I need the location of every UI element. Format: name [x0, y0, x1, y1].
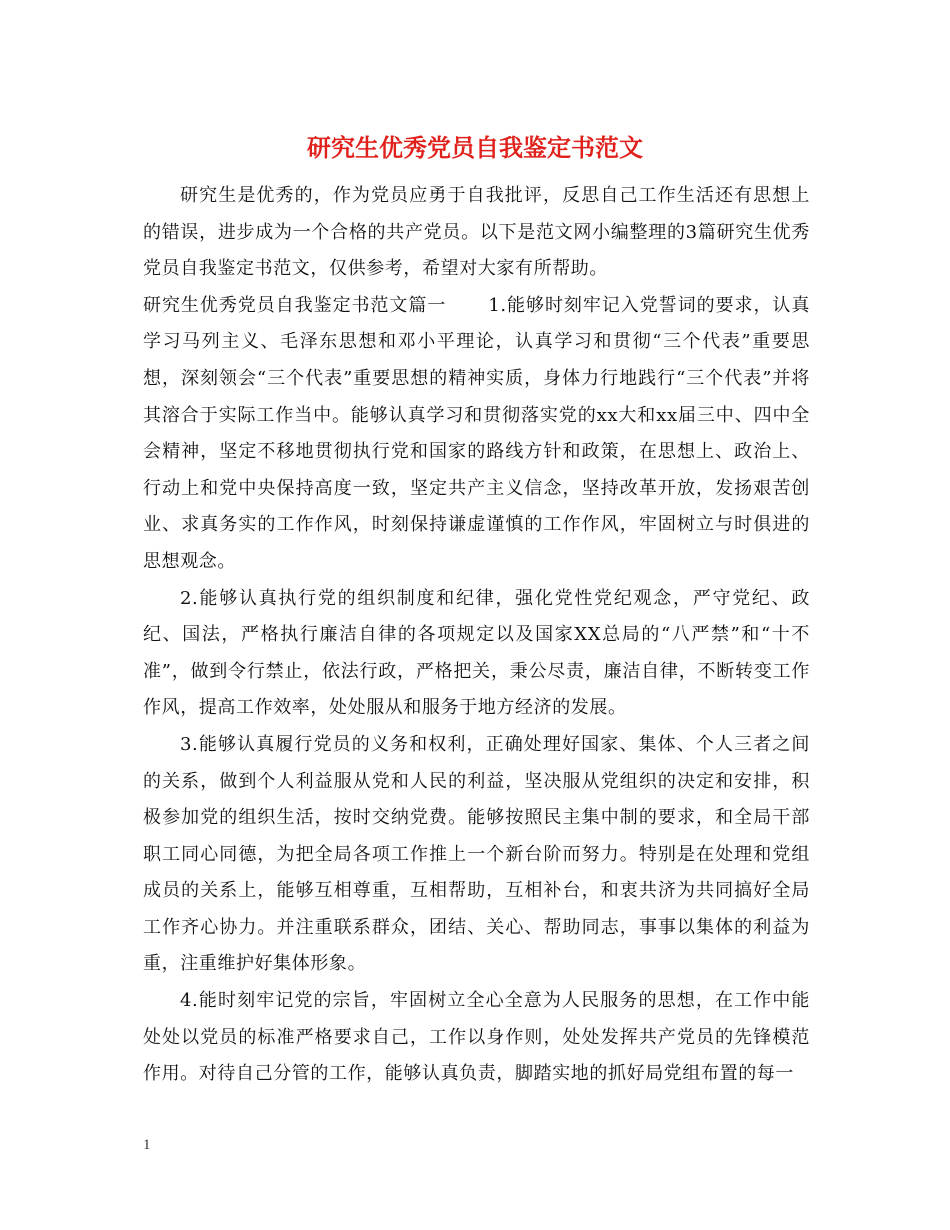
item-2-paragraph: 2.能够认真执行党的组织制度和纪律，强化党性党纪观念，严守党纪、政纪、国法，严格执行廉洁自律的各项规定以及国家XX总局的“八严禁”和“十不准”，做到令行禁止，依法行政，严格把关，秉公尽责，廉洁自律，不断转变工作作风，提高工作效率，处处服从和服务于地方经济的发展。: [143, 587, 810, 719]
item-1-text: 1.能够时刻牢记入党誓词的要求，认真学习马列主义、毛泽东思想和邓小平理论，认真学习和贯彻“三个代表”重要思想，深刻领会“三个代表”重要思想的精神实质，身体力行地践行“三个代表”并将其溶合于实际工作当中。能够认真学习和贯彻落实党的xx大和xx届三中、四中全会精神，坚定不移地贯彻执行党和国家的路线方针和政策，在思想上、政治上、行动上和党中央保持高度一致，坚定共产主义信念，坚持改革开放，发扬艰苦创业、求真务实的工作作风，时刻保持谦虚谨慎的工作作风，牢固树立与时俱进的思想观念。: [143, 294, 810, 572]
item-3-paragraph: 3.能够认真履行党员的义务和权利，正确处理好国家、集体、个人三者之间的关系，做到个人利益服从党和人民的利益，坚决服从党组织的决定和安排，积极参加党的组织生活，按时交纳党费。能够按照民主集中制的要求，和全局干部职工同心同德，为把全局各项工作推上一个新台阶而努力。特别是在处理和党组成员的关系上，能够互相尊重，互相帮助，互相补台，和衷共济为共同搞好全局工作齐心协力。并注重联系群众，团结、关心、帮助同志，事事以集体的利益为重，注重维护好集体形象。: [143, 733, 810, 975]
section-heading: 研究生优秀党员自我鉴定书范文篇一: [143, 294, 447, 316]
item-4-paragraph: 4.能时刻牢记党的宗旨，牢固树立全心全意为人民服务的思想，在工作中能处处以党员的标准严格要求自己，工作以身作则，处处发挥共产党员的先锋模范作用。对待自己分管的工作，能够认真负责，脚踏实地的抓好局党组布置的每一: [143, 990, 810, 1085]
document-title: 研究生优秀党员自我鉴定书范文: [307, 133, 643, 162]
page-number: 1: [143, 1137, 151, 1153]
document-body: [143, 178, 810, 1093]
intro-paragraph: 研究生是优秀的，作为党员应勇于自我批评，反思自己工作生活还有思想上的错误，进步成为一个合格的共产党员。以下是范文网小编整理的3篇研究生优秀党员自我鉴定书范文，仅供参考，希望对大家有所帮助。: [143, 185, 810, 280]
section-paragraph-1: [143, 288, 810, 581]
